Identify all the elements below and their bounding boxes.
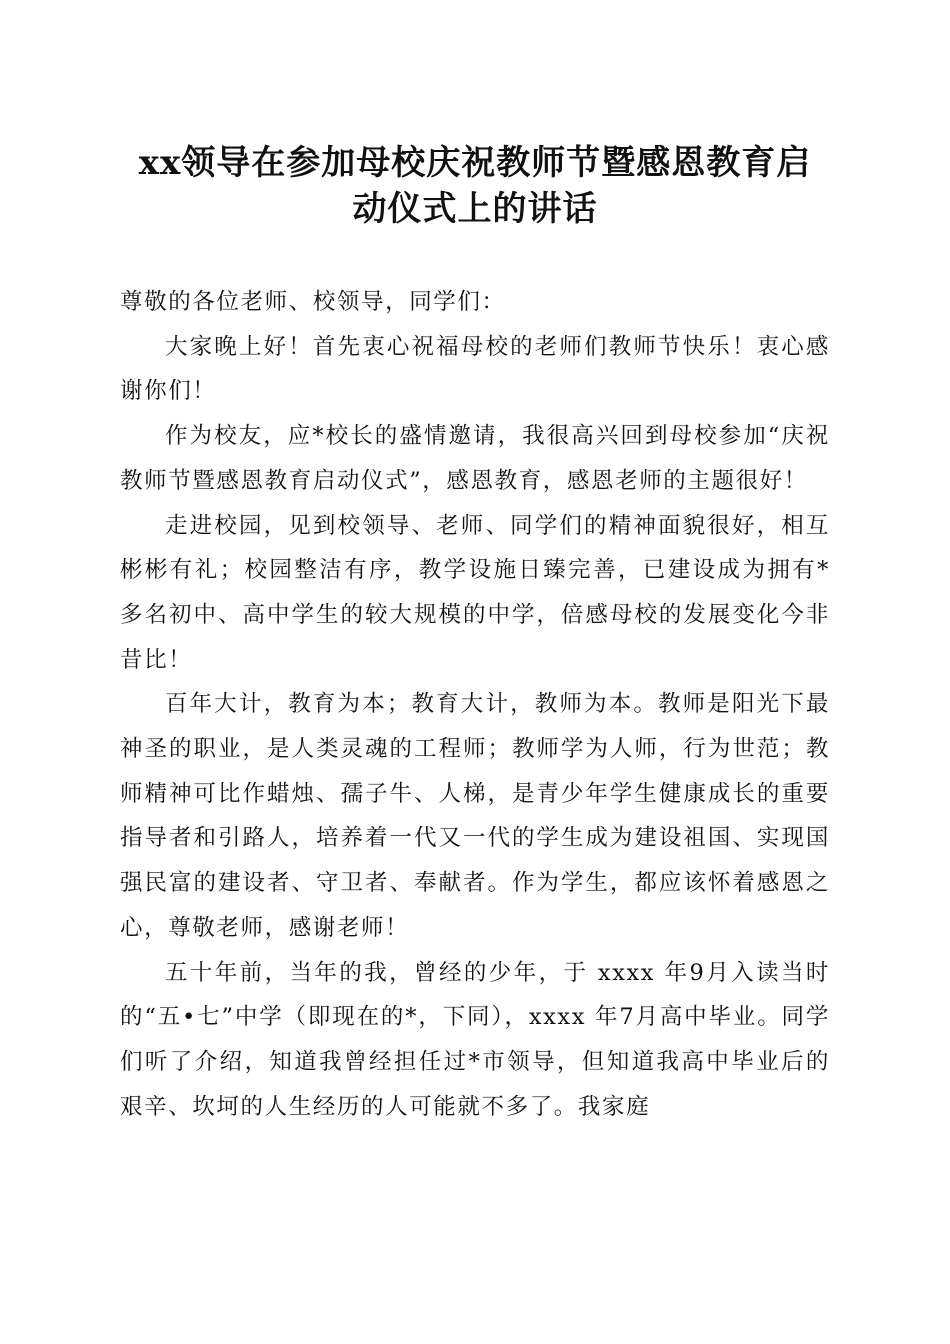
paragraph-history: 五十年前，当年的我，曾经的少年，于 xxxx 年9月入读当时的“五•七”中学（即现在的*，下同），xxxx 年7月高中毕业。同学们听了介绍，知道我曾经担任过*市领导，但知道我高中毕业后的艰辛、坎坷的人生经历的人可能就不多了。我家庭 — [120, 959, 830, 1120]
document-title — [100, 140, 850, 232]
salutation: 尊敬的各位老师、校领导，同学们： — [120, 289, 506, 315]
paragraph-greeting: 大家晚上好！首先衷心祝福母校的老师们教师节快乐！衷心感谢你们！ — [120, 333, 830, 405]
paragraph-invitation: 作为校友，应*校长的盛情邀请，我很高兴回到母校参加“庆祝教师节暨感恩教育启动仪式”，感恩教育，感恩老师的主题很好！ — [120, 423, 830, 494]
title-line-1: xx领导在参加母校庆祝教师节暨感恩教育启 — [138, 143, 812, 183]
paragraph-campus: 走进校园，见到校领导、老师、同学们的精神面貌很好，相互彬彬有礼；校园整洁有序，教学设施日臻完善，已建设成为拥有*多名初中、高中学生的较大规模的中学，倍感母校的发展变化今非昔比！ — [120, 512, 830, 673]
paragraph-teachers: 百年大计，教育为本；教育大计，教师为本。教师是阳光下最神圣的职业，是人类灵魂的工程师；教师学为人师，行为世范；教师精神可比作蜡烛、孺子牛、人梯，是青少年学生健康成长的重要指导者和引路人，培养着一代又一代的学生成为建设祖国、实现国强民富的建设者、守卫者、奉献者。作为学生，都应该怀着感恩之心，尊敬老师，感谢老师！ — [120, 691, 830, 941]
document-body — [120, 280, 830, 1129]
title-line-2: 动仪式上的讲话 — [352, 189, 598, 229]
